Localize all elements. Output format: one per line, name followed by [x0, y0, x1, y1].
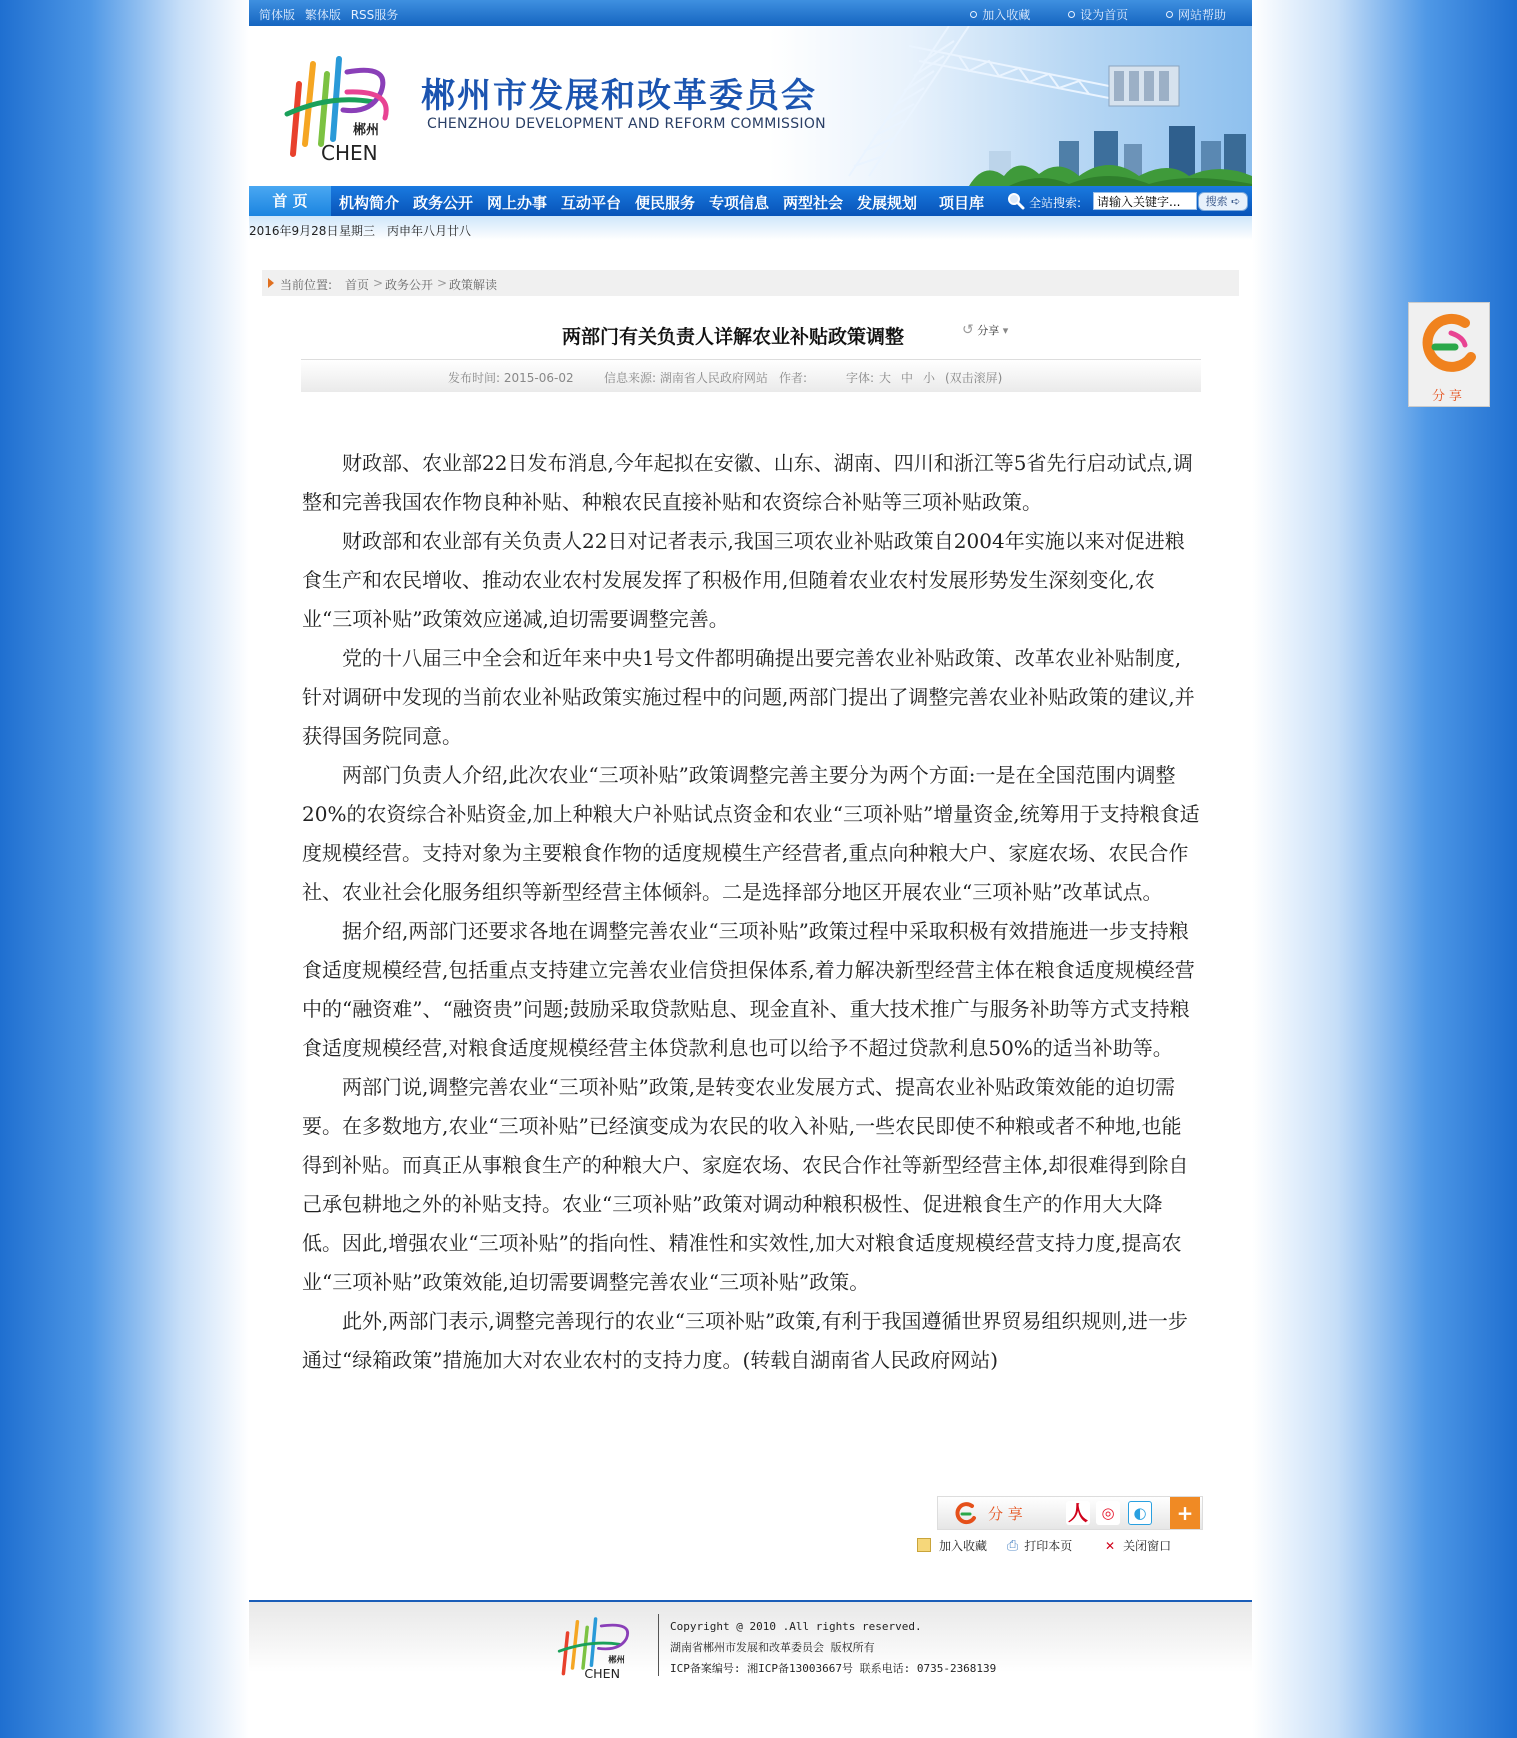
nav-item-government-affairs[interactable]: 政务公开 [413, 194, 474, 212]
nav-item-special-info[interactable]: 专项信息 [709, 194, 770, 212]
footer-logo [554, 1612, 640, 1682]
info-source: 信息来源: 湖南省人民政府网站 [604, 371, 768, 385]
location-arrow-icon [268, 278, 274, 288]
icp-record: ICP备案编号: 湘ICP备13003667号 联系电话: 0735-2368139 [670, 1662, 997, 1675]
search-input[interactable] [1093, 192, 1197, 210]
header-banner [249, 26, 1252, 186]
more-share-button[interactable]: + [1170, 1497, 1200, 1529]
svg-text:郴州: 郴州 [353, 123, 380, 138]
lunar-date: 丙申年八月廿八 [387, 224, 472, 238]
bullet-icon [970, 11, 977, 18]
svg-text:CHEN: CHEN [584, 1665, 621, 1681]
font-medium-button[interactable]: 中 [901, 371, 914, 385]
share-bar [937, 1496, 1203, 1530]
nav-item-project-library[interactable]: 项目库 [939, 194, 985, 212]
share-label: 分 享 [988, 1505, 1023, 1523]
copyright-owner: 湖南省郴州市发展和改革委员会 版权所有 [670, 1641, 875, 1654]
footer-text [670, 1616, 996, 1679]
breadcrumb-separator: > [437, 276, 448, 290]
search-icon [1007, 192, 1025, 210]
article-paragraph: 财政部和农业部有关负责人22日对记者表示,我国三项农业补贴政策自2004年实施以来对促进粮食生产和农民增收、推动农业农村发展发挥了积极作用,但随着农业农村发展形势发生深刻变化,农业“三项补贴”政策效应递减,迫切需要调整完善。 [302, 529, 1185, 631]
svg-text:CHEN: CHEN [321, 141, 378, 165]
favorite-icon [917, 1538, 931, 1552]
breadcrumb [262, 270, 1239, 296]
article-meta [301, 359, 1201, 392]
print-page-button[interactable]: ⎙ 打印本页 [1007, 1538, 1073, 1554]
font-size-label: 字体: [846, 371, 875, 385]
floating-share-widget[interactable] [1408, 302, 1490, 407]
link-site-help[interactable]: 网站帮助 [1166, 8, 1226, 22]
current-date: 2016年9月28日 [249, 224, 339, 238]
link-add-favorite[interactable]: 加入收藏 [970, 8, 1030, 22]
footer-divider [658, 1614, 659, 1676]
close-window-button[interactable]: ✕ 关闭窗口 [1105, 1539, 1172, 1553]
nav-item-about[interactable]: 机构简介 [339, 194, 400, 212]
author: 作者: [779, 371, 808, 385]
breadcrumb-home[interactable]: 首页 [345, 278, 370, 292]
people-daily-share-icon[interactable]: 人 [1068, 1501, 1088, 1525]
nav-item-development-planning[interactable]: 发展规划 [857, 194, 918, 212]
share-icon: ↺ [962, 322, 974, 338]
font-large-button[interactable]: 大 [879, 371, 892, 385]
breadcrumb-separator: > [373, 276, 384, 290]
share-logo-icon [1421, 311, 1477, 377]
font-small-button[interactable]: 小 [923, 371, 936, 385]
close-icon: ✕ [1105, 1539, 1116, 1553]
tencent-weibo-share-icon[interactable]: ◐ [1128, 1501, 1152, 1525]
nav-item-two-oriented-society[interactable]: 两型社会 [783, 194, 844, 212]
current-weekday: 星期三 [339, 224, 376, 238]
article-title: 两部门有关负责人详解农业补贴政策调整 [562, 326, 905, 348]
search-label: 全站搜索: [1029, 196, 1082, 210]
article-body [302, 444, 1200, 1380]
site-title-english: CHENZHOU DEVELOPMENT AND REFORM COMMISSION [427, 116, 826, 132]
share-dropdown[interactable]: ↺ 分享 ▾ [962, 322, 1009, 338]
share-logo-icon [954, 1501, 978, 1525]
bullet-icon [1068, 11, 1075, 18]
bullet-icon [1166, 11, 1173, 18]
link-simplified[interactable]: 简体版 [259, 8, 296, 22]
top-bar [249, 0, 1252, 26]
article-paragraph: 此外,两部门表示,调整完善现行的农业“三项补贴”政策,有利于我国遵循世界贸易组织规则,进一步通过“绿箱政策”措施加大对农业农村的支持力度。(转载自湖南省人民政府网站) [302, 1309, 1188, 1372]
nav-item-interaction[interactable]: 互动平台 [561, 194, 622, 212]
article-paragraph: 两部门负责人介绍,此次农业“三项补贴”政策调整完善主要分为两个方面:一是在全国范围内调整20%的农资综合补贴资金,加上种粮大户补贴试点资金和农业“三项补贴”增量资金,统筹用于支持粮食适度规模经营。支持对象为主要粮食作物的适度规模生产经营者,重点向种粮大户、家庭农场、农民合作社、农业社会化服务组织等新型经营主体倾斜。二是选择部分地区开展农业“三项补贴”改革试点。 [302, 763, 1200, 904]
weibo-share-icon[interactable]: ◎ [1096, 1501, 1120, 1525]
copyright: Copyright @ 2010 .All rights reserved. [670, 1620, 922, 1633]
date-bar [249, 216, 1252, 240]
print-icon: ⎙ [1007, 1538, 1019, 1554]
link-rss[interactable]: RSS服务 [350, 8, 399, 22]
article-paragraph: 党的十八届三中全会和近年来中央1号文件都明确提出要完善农业补贴政策、改革农业补贴制度,针对调研中发现的当前农业补贴政策实施过程中的问题,两部门提出了调整完善农业补贴政策的建议,并获得国务院同意。 [302, 646, 1195, 748]
publish-date: 发布时间: 2015-06-02 [448, 371, 574, 385]
site-title: 郴州市发展和改革委员会 [421, 76, 817, 116]
breadcrumb-policy-interpretation: 政策解读 [449, 278, 498, 292]
page-container [249, 0, 1252, 1738]
nav-item-online-services[interactable]: 网上办事 [487, 194, 548, 212]
svg-text:郴州: 郴州 [608, 1654, 625, 1665]
breadcrumb-government-affairs[interactable]: 政务公开 [385, 278, 434, 292]
article-paragraph: 据介绍,两部门还要求各地在调整完善农业“三项补贴”政策过程中采取积极有效措施进一步支持粮食适度规模经营,包括重点支持建立完善农业信贷担保体系,着力解决新型经营主体在粮食适度规模经营中的“融资难”、“融资贵”问题;鼓励采取贷款贴息、现金直补、重大技术推广与服务补助等方式支持粮食适度规模经营,对粮食适度规模经营主体贷款利息也可以给予不超过贷款利息50%的适当补助等。 [302, 919, 1195, 1060]
nav-item-public-services[interactable]: 便民服务 [635, 194, 696, 212]
breadcrumb-label: 当前位置: [280, 278, 333, 292]
crane-skyline-illustration [809, 26, 1252, 186]
add-favorite-button[interactable]: 加入收藏 [917, 1537, 987, 1554]
floating-share-label: 分享 [1431, 389, 1466, 404]
double-click-scroll-hint: (双击滚屏) [945, 371, 1003, 385]
search-button[interactable]: 搜索 ➪ [1198, 192, 1248, 211]
nav-home[interactable]: 首 页 [249, 186, 331, 216]
article-paragraph: 财政部、农业部22日发布消息,今年起拟在安徽、山东、湖南、四川和浙江等5省先行启动试点,调整和完善我国农作物良种补贴、种粮农民直接补贴和农资综合补贴等三项补贴政策。 [302, 451, 1193, 514]
chenzhou-logo[interactable] [281, 44, 401, 174]
chevron-down-icon: ▾ [1002, 324, 1009, 337]
footer [249, 1600, 1252, 1690]
link-traditional[interactable]: 繁体版 [304, 8, 341, 22]
link-set-homepage[interactable]: 设为首页 [1068, 8, 1128, 22]
main-nav [249, 186, 1252, 216]
article-paragraph: 两部门说,调整完善农业“三项补贴”政策,是转变农业发展方式、提高农业补贴政策效能的迫切需要。在多数地方,农业“三项补贴”已经演变成为农民的收入补贴,一些农民即使不种粮或者不种地,也能得到补贴。而真正从事粮食生产的种粮大户、家庭农场、农民合作社等新型经营主体,却很难得到除自己承包耕地之外的补贴支持。农业“三项补贴”政策对调动种粮积极性、促进粮食生产的作用大大降低。因此,增强农业“三项补贴”的指向性、精准性和实效性,加大对粮食适度规模经营支持力度,提高农业“三项补贴”政策效能,迫切需要调整完善农业“三项补贴”政策。 [302, 1075, 1189, 1294]
